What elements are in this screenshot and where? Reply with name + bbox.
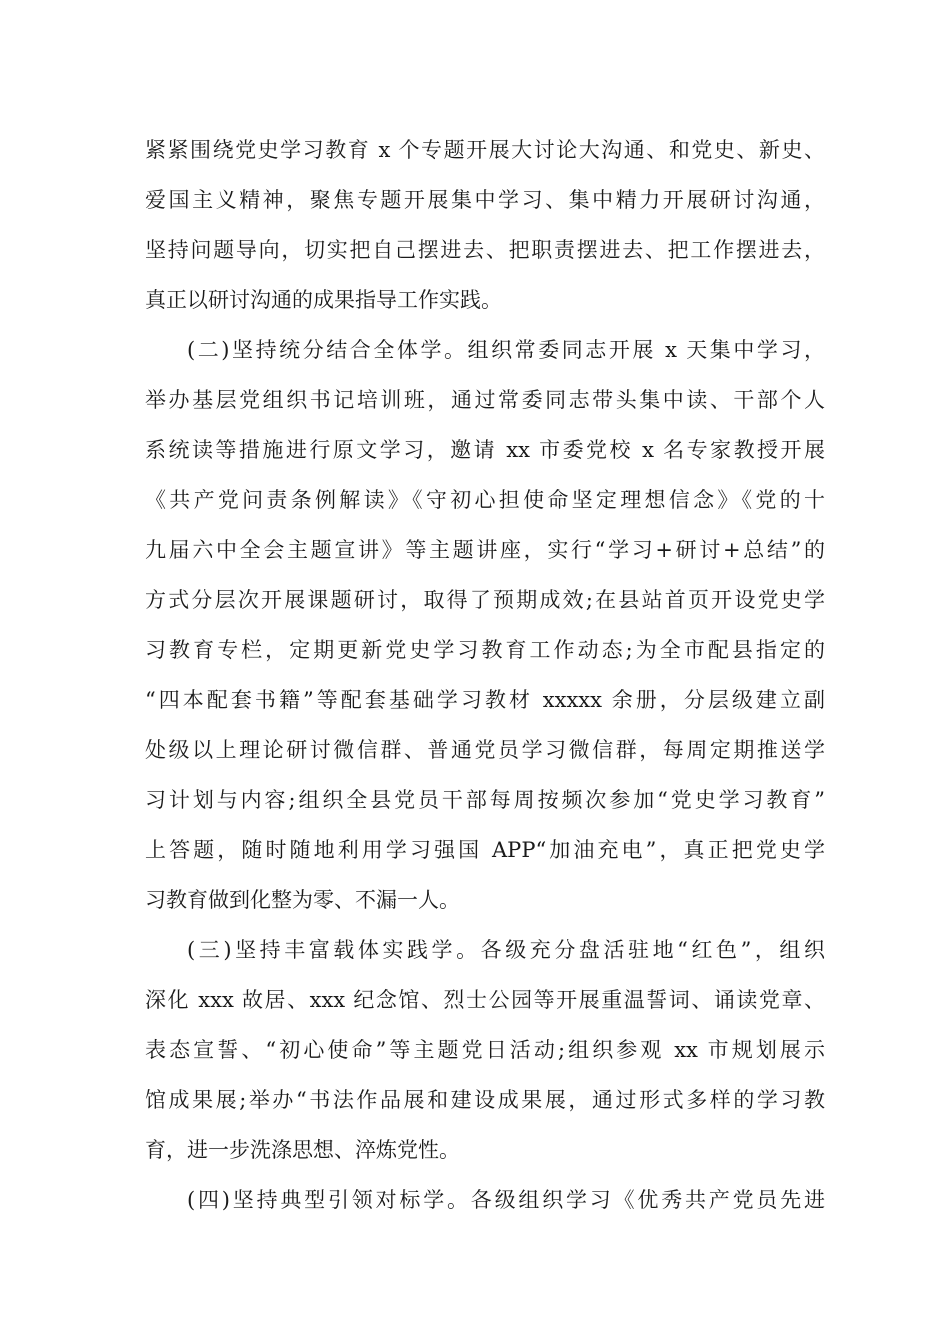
paragraph-1-line-2: 爱国主义精神，聚焦专题开展集中学习、集中精力开展研讨沟通， — [145, 188, 825, 212]
paragraph-2-line-11: 上答题，随时随地利用学习强国 APP“加油充电”，真正把党史学 — [145, 838, 825, 862]
paragraph-2-line-6: 方式分层次开展课题研讨，取得了预期成效;在县站首页开设党史学 — [145, 588, 825, 612]
paragraph-2-line-5: 九届六中全会主题宣讲》等主题讲座，实行“学习+研讨+总结”的 — [145, 538, 825, 562]
paragraph-2-line-1: (二)坚持统分结合全体学。组织常委同志开展 x 天集中学习， — [187, 338, 825, 362]
paragraph-2-line-7: 习教育专栏，定期更新党史学习教育工作动态;为全市配县指定的 — [145, 638, 825, 662]
paragraph-2-line-10: 习计划与内容;组织全县党员干部每周按频次参加“党史学习教育” — [145, 788, 825, 812]
paragraph-2-line-4: 《共产党问责条例解读》《守初心担使命坚定理想信念》《党的十 — [145, 488, 825, 512]
paragraph-2-line-3: 系统读等措施进行原文学习，邀请 xx 市委党校 x 名专家教授开展 — [145, 438, 825, 462]
paragraph-4-line-1: (四)坚持典型引领对标学。各级组织学习《优秀共产党员先进 — [187, 1188, 825, 1212]
paragraph-3-line-1: (三)坚持丰富载体实践学。各级充分盘活驻地“红色”，组织 — [187, 938, 825, 962]
paragraph-1-line-3: 坚持问题导向，切实把自己摆进去、把职责摆进去、把工作摆进去， — [145, 238, 825, 262]
paragraph-1-line-4: 真正以研讨沟通的成果指导工作实践。 — [145, 288, 502, 312]
paragraph-2-line-12: 习教育做到化整为零、不漏一人。 — [145, 888, 460, 912]
paragraph-2-line-9: 处级以上理论研讨微信群、普通党员学习微信群，每周定期推送学 — [145, 738, 825, 762]
paragraph-3-line-3: 表态宣誓、“初心使命”等主题党日活动;组织参观 xx 市规划展示 — [145, 1038, 825, 1062]
paragraph-2-line-8: “四本配套书籍”等配套基础学习教材 xxxxx 余册，分层级建立副 — [145, 688, 825, 712]
paragraph-2-line-2: 举办基层党组织书记培训班，通过常委同志带头集中读、干部个人 — [145, 388, 825, 412]
paragraph-3-line-5: 育，进一步洗涤思想、淬炼党性。 — [145, 1138, 460, 1162]
paragraph-3-line-4: 馆成果展;举办“书法作品展和建设成果展，通过形式多样的学习教 — [145, 1088, 825, 1112]
paragraph-1-line-1: 紧紧围绕党史学习教育 x 个专题开展大讨论大沟通、和党史、新史、 — [145, 138, 825, 162]
paragraph-3-line-2: 深化 xxx 故居、xxx 纪念馆、烈士公园等开展重温誓词、诵读党章、 — [145, 988, 825, 1012]
